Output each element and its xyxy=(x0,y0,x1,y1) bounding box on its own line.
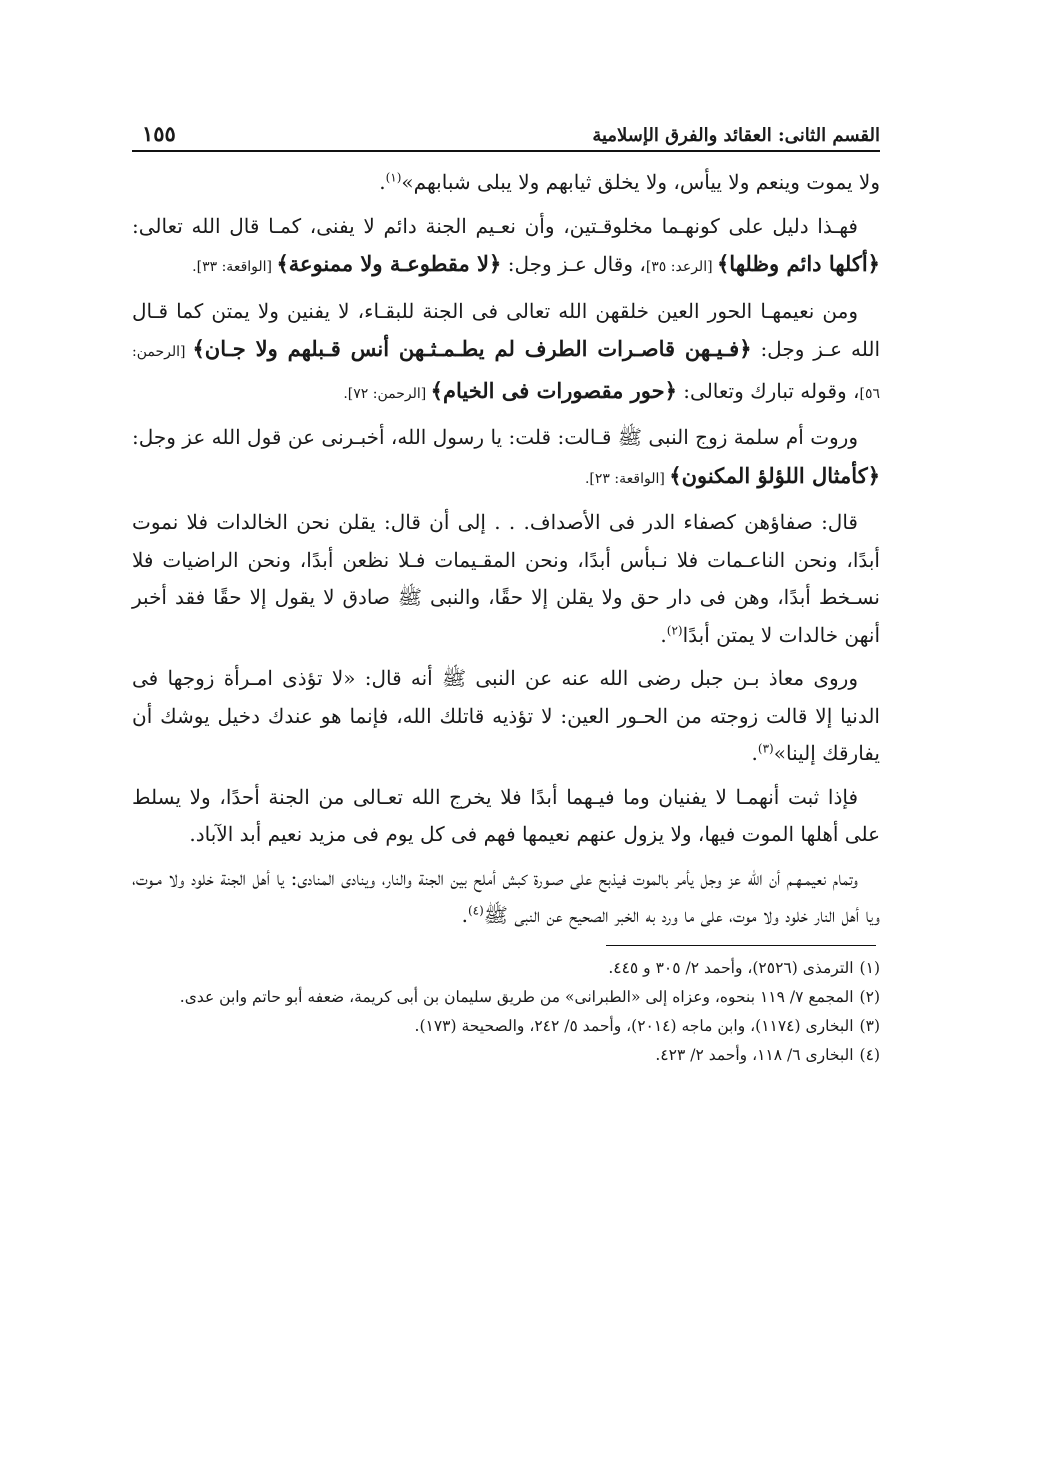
footnote-number: (٢) xyxy=(859,987,880,1006)
quran-verse: ﴿حور مقصورات فى الخيام﴾ xyxy=(430,377,677,403)
paragraph-end: . xyxy=(379,170,386,194)
quran-verse: ﴿كأمثال اللؤلؤ المكنون﴾ xyxy=(669,462,880,488)
footnote-number: (٣) xyxy=(859,1016,880,1035)
quran-verse: ﴿أكلها دائم وظلها﴾ xyxy=(717,251,880,276)
paragraph-text: فإذا ثبت أنهمـا لا يفنيان وما فيـهما أبدًا فلا يخرج الله تعـالى من الجنة أحدًا، ولا يسلط على أهلها الموت فيها، ولا يزول عنهم نعيمها فهم فى كل يوم فى مزيد نعيم أبد الآباد. xyxy=(132,784,880,846)
paragraph-text: وروى معاذ بـن جبل رضى الله عنه عن النبى ﷺ أنه قال: «لا تؤذى امـرأة زوجها فى الدنيا إلا قالت زوجته من الحـور العين: لا تؤذيه قاتلك الله، فإنما هو عندك دخيل يوشك أن يفارقك إلينا» xyxy=(132,666,880,765)
paragraph-text: فهـذا دليل على كونهـما مخلوقـتين، وأن نعـيم الجنة دائم لا يفنى، كمـا قال الله تعالى: xyxy=(132,213,858,238)
verse-reference: [الواقعة: ٣٣]. xyxy=(192,259,277,275)
footnote-text: المجمع ٧/ ١١٩ بنحوه، وعزاه إلى «الطبرانى» من طريق سليمان بن أبى كريمة، ضعفه أبو حاتم وابن عدى. xyxy=(179,987,854,1006)
paragraph-end: . xyxy=(461,903,468,927)
verse-reference: [الواقعة: ٢٣]. xyxy=(584,470,670,487)
footnotes xyxy=(132,954,880,1070)
main-text xyxy=(132,164,880,935)
footnote-ref: (٤) xyxy=(467,903,484,918)
section-title: القسم الثانى: العقائد والفرق الإسلامية xyxy=(592,125,880,146)
paragraph-text: وروت أم سلمة زوج النبى ﷺ قـالت: قلت: يا رسول الله، أخبـرنى عن قول الله عز وجل: xyxy=(132,425,858,449)
footnote-text: البخارى (١١٧٤)، وابن ماجه (٢٠١٤)، وأحمد ٥/ ٢٤٢، والصحيحة (١٧٣). xyxy=(414,1016,854,1035)
paragraph-6 xyxy=(132,660,880,773)
paragraph-4 xyxy=(132,419,880,498)
footnote-text: الترمذى (٢٥٢٦)، وأحمد ٢/ ٣٠٥ و ٤٤٥. xyxy=(608,958,854,977)
footnote-3 xyxy=(132,1012,880,1041)
paragraph-end: . xyxy=(660,622,667,647)
paragraph-8 xyxy=(132,860,880,935)
quran-verse: ﴿لا مقطوعـة ولا ممنوعة﴾ xyxy=(276,251,502,276)
footnote-4 xyxy=(132,1041,880,1070)
paragraph-3 xyxy=(132,293,880,414)
footnote-ref: (٣) xyxy=(757,741,774,756)
paragraph-text: وتمام نعيمـهـم أن الله عز وجل يأمر بالموت فيذبح على صـورة كبش أملح بين الجنة والنار، وينادى المنادى: يا أهل الجنة خلود ولا مـوت، ويا أهل النار خلود ولا موت، على ما ورد به الخبر الصحيح عن النبى ﷺ xyxy=(132,865,880,927)
footnote-text: البخارى ٦/ ١١٨، وأحمد ٢/ ٤٢٣. xyxy=(655,1045,854,1064)
running-header xyxy=(132,112,880,152)
page-number: ١٥٥ xyxy=(142,121,176,146)
paragraph-7 xyxy=(132,779,880,854)
paragraph-text: ، وقال عـز وجل: xyxy=(501,252,646,276)
footnote-separator xyxy=(606,945,876,946)
footnote-number: (١) xyxy=(859,958,880,977)
footnote-number: (٤) xyxy=(859,1045,880,1064)
footnote-2 xyxy=(132,983,880,1012)
footnote-ref: (٢) xyxy=(666,622,683,637)
verse-reference: [الرحمن: ٥٦] xyxy=(132,344,880,402)
verse-reference: [الرحمن: ٧٢]. xyxy=(343,385,431,402)
paragraph-5 xyxy=(132,504,880,654)
book-page xyxy=(132,112,880,1352)
paragraph-text: ، وقوله تبارك وتعالى: xyxy=(676,378,860,403)
paragraph-text: قال: صفاؤهن كصفاء الدر فى الأصداف. . . إلى أن قال: يقلن نحن الخالدات فلا نموت أبدًا، ونحن الناعـمات فلا نـبأس أبدًا، ونحن المقـيمات فـلا نظعن أبدًا، ونحن الراضيات فلا نسـخط أبدًا، وهن فى دار حق ولا يقلن إلا حقًا، والنبى ﷺ صادق لا يقول إلا حقًا فقد أخبر أنهن خالدات لا يمتن أبدًا xyxy=(132,510,880,647)
verse-reference: [الرعد: ٣٥] xyxy=(645,259,717,275)
footnote-1 xyxy=(132,954,880,983)
paragraph-end: . xyxy=(751,741,758,765)
quran-verse: ﴿فـيـهن قاصـرات الطرف لم يطـمـثـهن أنس قـبلهم ولا جـان﴾ xyxy=(192,336,752,361)
paragraph-2 xyxy=(132,208,880,287)
paragraph-1 xyxy=(132,164,880,202)
footnote-ref: (١) xyxy=(385,170,402,185)
paragraph-text: ولا يموت وينعم ولا ييأس، ولا يخلق ثيابهم ولا يبلى شبابهم» xyxy=(401,170,880,194)
paragraph-text: ومن نعيمهـا الحور العين خلقهن الله تعالى فى الجنة للبقـاء، لا يفنين ولا يمتن كما قـال الله عـز وجل: xyxy=(132,298,881,361)
